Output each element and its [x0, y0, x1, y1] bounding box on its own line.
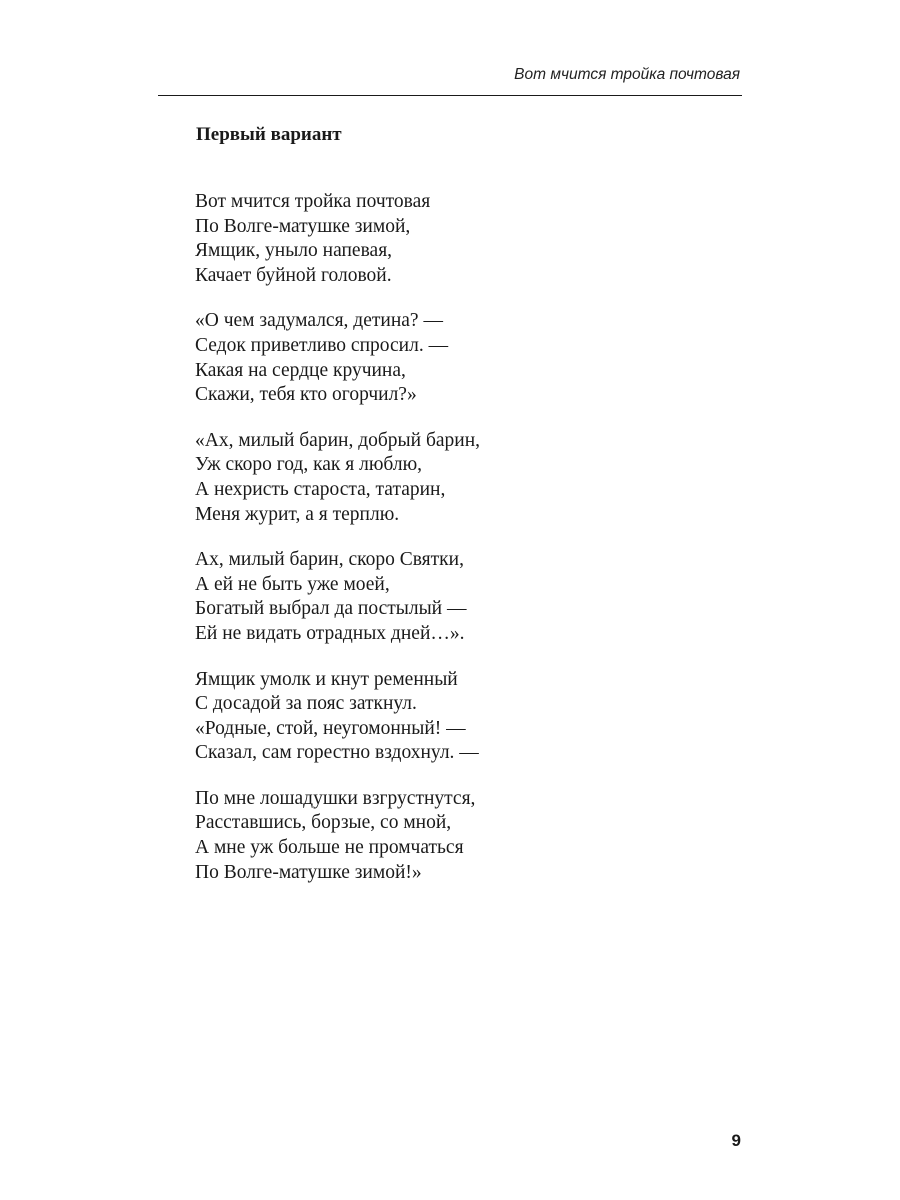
poem-line: Ямщик, уныло напевая, — [195, 240, 393, 262]
poem-line: А мне уж больше не промчаться — [195, 837, 464, 859]
poem-line: Ямщик умолк и кнут ременный — [195, 668, 458, 690]
poem-line: Меня журит, а я терплю. — [195, 503, 400, 525]
poem-line: Скажи, тебя кто огорчил?» — [195, 384, 417, 406]
header-rule — [158, 95, 742, 96]
poem-line: Какая на сердце кручина, — [195, 359, 406, 381]
stanza — [195, 309, 480, 407]
poem-line: «Родные, стой, неугомонный! — — [195, 717, 466, 739]
poem-line: Расставшись, борзые, со мной, — [195, 812, 452, 834]
poem-line: А нехристь староста, татарин, — [195, 478, 446, 500]
poem-line: По мне лошадушки взгрустнутся, — [195, 787, 476, 809]
poem-line: По Волге-матушке зимой, — [195, 215, 411, 237]
stanza — [195, 548, 480, 646]
poem-line: Сказал, сам горестно вздохнул. — — [195, 742, 479, 764]
stanza — [195, 787, 480, 885]
poem-line: Качает буйной головой. — [195, 264, 392, 286]
poem-line: С досадой за пояс заткнул. — [195, 693, 417, 715]
poem-line: Богатый выбрал да постылый — — [195, 598, 467, 620]
stanza — [195, 190, 480, 288]
poem-body — [195, 190, 480, 906]
poem-line: А ей не быть уже моей, — [195, 573, 390, 595]
poem-line: Ей не видать отрадных дней…». — [195, 622, 465, 644]
poem-line: «О чем задумался, детина? — — [195, 310, 443, 332]
section-title: Первый вариант — [196, 124, 342, 145]
page-number: 9 — [731, 1131, 741, 1150]
poem-line: «Ах, милый барин, добрый барин, — [195, 429, 481, 451]
stanza — [195, 429, 480, 527]
poem-line: Седок приветливо спросил. — — [195, 334, 449, 356]
poem-line: Ах, милый барин, скоро Святки, — [195, 549, 464, 571]
stanza — [195, 668, 480, 766]
running-header-title: Вот мчится тройка почтовая — [514, 66, 740, 83]
poem-line: Вот мчится тройка почтовая — [195, 191, 431, 212]
poem-line: По Волге-матушке зимой!» — [195, 861, 422, 883]
poem-line: Уж скоро год, как я люблю, — [195, 454, 423, 476]
